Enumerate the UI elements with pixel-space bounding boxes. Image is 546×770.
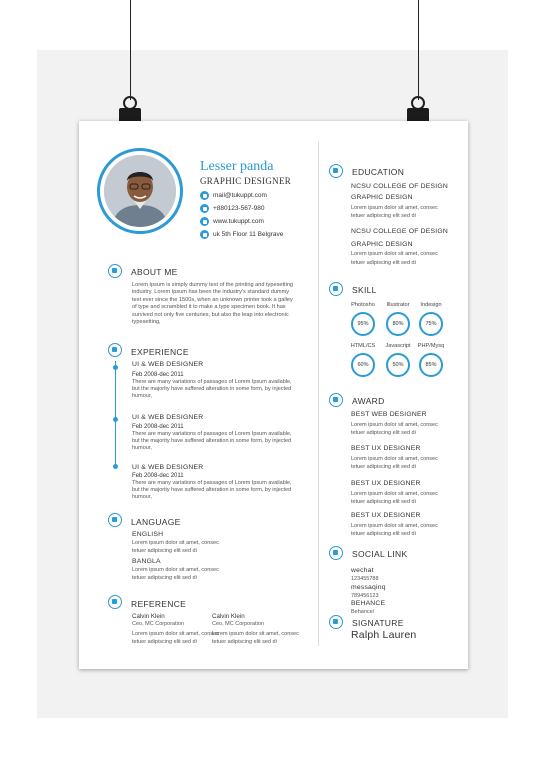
reference-line: tetuer adipiscing elit sed di — [212, 639, 277, 645]
award-line: tetuer adipiscing elit sed di — [351, 464, 416, 470]
skill-meter: 85% — [419, 353, 443, 377]
award-line: Lorem ipsum dolor sit amet, consec — [351, 523, 438, 529]
language-line: tetuer adipiscing elit sed di — [132, 575, 197, 581]
timeline-dot — [113, 365, 118, 370]
reference-name: Calvin Klein — [212, 613, 245, 620]
language-line: tetuer adipiscing elit sed di — [132, 548, 197, 554]
skill-label: Photosho — [351, 302, 375, 308]
candidate-title: GRAPHIC DESIGNER — [200, 176, 292, 186]
experience-role: UI & WEB DESIGNER — [132, 361, 204, 368]
signature-value: Ralph Lauren — [351, 629, 417, 641]
timeline-dot — [113, 464, 118, 469]
language-line: Lorem ipsum dolor sit amet, consec — [132, 540, 219, 546]
skill-label: Indesign — [420, 302, 442, 308]
mail-icon — [200, 191, 209, 200]
education-degree: GRAPHIC DESIGN — [351, 194, 413, 201]
reference-company: Ceo, MC Corporation — [212, 621, 264, 627]
reference-company: Ceo, MC Corporation — [132, 621, 184, 627]
language-name: ENGLISH — [132, 531, 164, 538]
education-school: NCSU COLLEGE OF DESIGN — [351, 228, 448, 235]
contact-phone: +880123-567-980 — [200, 204, 265, 213]
social-value: Behance/ — [351, 609, 375, 615]
timeline-dot — [113, 417, 118, 422]
skill-meter: 50% — [386, 353, 410, 377]
reference-heading: REFERENCE — [131, 599, 187, 609]
experience-text: There are many variations of passages of Lorem Ipsum available, but the majority have suffered alteration in some form, by injected humour, — [132, 379, 292, 400]
education-line: tetuer adipiscing elit sed di — [351, 213, 416, 219]
social-heading: SOCIAL LINK — [352, 549, 408, 559]
skill-label: Illustrator — [386, 302, 410, 308]
experience-date: Feb 2008-dec 2011 — [132, 424, 184, 430]
award-heading: AWARD — [352, 396, 385, 406]
resume-sheet — [79, 121, 468, 669]
experience-date: Feb 2008-dec 2011 — [132, 473, 184, 479]
hanging-string-left — [130, 0, 131, 100]
language-line: Lorem ipsum dolor sit amet, consec — [132, 567, 219, 573]
award-title: BEST UX DESIGNER — [351, 445, 421, 452]
award-line: Lorem ipsum dolor sit amet, consec — [351, 491, 438, 497]
contact-address: uk 5th Floor 11 Belgrave — [200, 230, 283, 239]
skill-meter: 80% — [386, 312, 410, 336]
award-line: tetuer adipiscing elit sed di — [351, 531, 416, 537]
social-value: 789456123 — [351, 593, 379, 599]
share-icon — [329, 546, 343, 560]
experience-role: UI & WEB DESIGNER — [132, 464, 204, 471]
briefcase-icon — [108, 343, 122, 357]
contact-email: mail@tukuppt.com — [200, 191, 267, 200]
hanging-string-right — [418, 0, 419, 100]
award-line: Lorem ipsum dolor sit amet, consec — [351, 456, 438, 462]
column-divider — [318, 141, 319, 646]
skill-meter: 75% — [419, 312, 443, 336]
web-icon — [200, 217, 209, 226]
user-icon — [108, 264, 122, 278]
award-line: tetuer adipiscing elit sed di — [351, 430, 416, 436]
about-heading: ABOUT ME — [131, 267, 178, 277]
phone-icon — [200, 204, 209, 213]
about-text: Lorem Ipsum is simply dummy text of the printing and typesetting industry. Lorem Ipsum has been the industry's standard dummy text ever since the 1500s, when an unknown printer took a galley of type and scrambled it to make a type specimen book. It has survived not only five centuries, but also the leap into electronic typesetting, — [132, 282, 294, 326]
education-line: tetuer adipiscing elit sed di — [351, 260, 416, 266]
skill-label: PHP/Mysq — [417, 343, 445, 349]
experience-text: There are many variations of passages of Lorem Ipsum available, but the majority have suffered alteration in some form, by injected humour, — [132, 480, 292, 501]
award-line: tetuer adipiscing elit sed di — [351, 499, 416, 505]
education-line: Lorem ipsum dolor sit amet, consec — [351, 251, 438, 257]
skill-meter: 95% — [351, 312, 375, 336]
avatar — [104, 155, 176, 227]
reference-line: Lorem ipsum dolor sit amet, consec — [212, 631, 299, 637]
experience-timeline — [115, 361, 116, 467]
candidate-name: Lesser panda — [200, 159, 274, 174]
pen-icon — [329, 615, 343, 629]
education-line: Lorem ipsum dolor sit amet, consec — [351, 205, 438, 211]
reference-name: Calvin Klein — [132, 613, 165, 620]
social-name: wechat — [351, 567, 374, 574]
language-name: BANGLA — [132, 558, 161, 565]
experience-heading: EXPERIENCE — [131, 347, 189, 357]
experience-text: There are many variations of passages of Lorem Ipsum available, but the majority have suffered alteration in some form, by injected humour, — [132, 431, 292, 452]
social-value: 123455788 — [351, 576, 379, 582]
social-name: messaqinq — [351, 584, 386, 591]
award-title: BEST UX DESIGNER — [351, 480, 421, 487]
skill-meter: 60% — [351, 353, 375, 377]
skill-heading: SKILL — [352, 285, 377, 295]
reference-icon — [108, 595, 122, 609]
education-degree: GRAPHIC DESIGN — [351, 241, 413, 248]
education-heading: EDUCATION — [352, 167, 405, 177]
graduation-cap-icon — [329, 164, 343, 178]
signature-heading: SIGNATURE — [352, 618, 404, 628]
reference-line: Lorem ipsum dolor sit amet, consec — [132, 631, 219, 637]
contact-website: www.tukuppt.com — [200, 217, 264, 226]
social-name: BEHANCE — [351, 600, 386, 607]
location-icon — [200, 230, 209, 239]
award-title: BEST WEB DESIGNER — [351, 411, 427, 418]
avatar-frame — [97, 148, 183, 234]
award-line: Lorem ipsum dolor sit amet, consec — [351, 422, 438, 428]
language-heading: LANGUAGE — [131, 517, 181, 527]
experience-date: Feb 2008-dec 2011 — [132, 372, 184, 378]
language-icon — [108, 513, 122, 527]
education-school: NCSU COLLEGE OF DESIGN — [351, 183, 448, 190]
skill-label: Javascript — [385, 343, 411, 349]
experience-role: UI & WEB DESIGNER — [132, 414, 204, 421]
skill-icon — [329, 282, 343, 296]
skill-label: HTML/CS — [350, 343, 376, 349]
award-icon — [329, 393, 343, 407]
award-title: BEST UX DESIGNER — [351, 512, 421, 519]
reference-line: tetuer adipiscing elit sed di — [132, 639, 197, 645]
